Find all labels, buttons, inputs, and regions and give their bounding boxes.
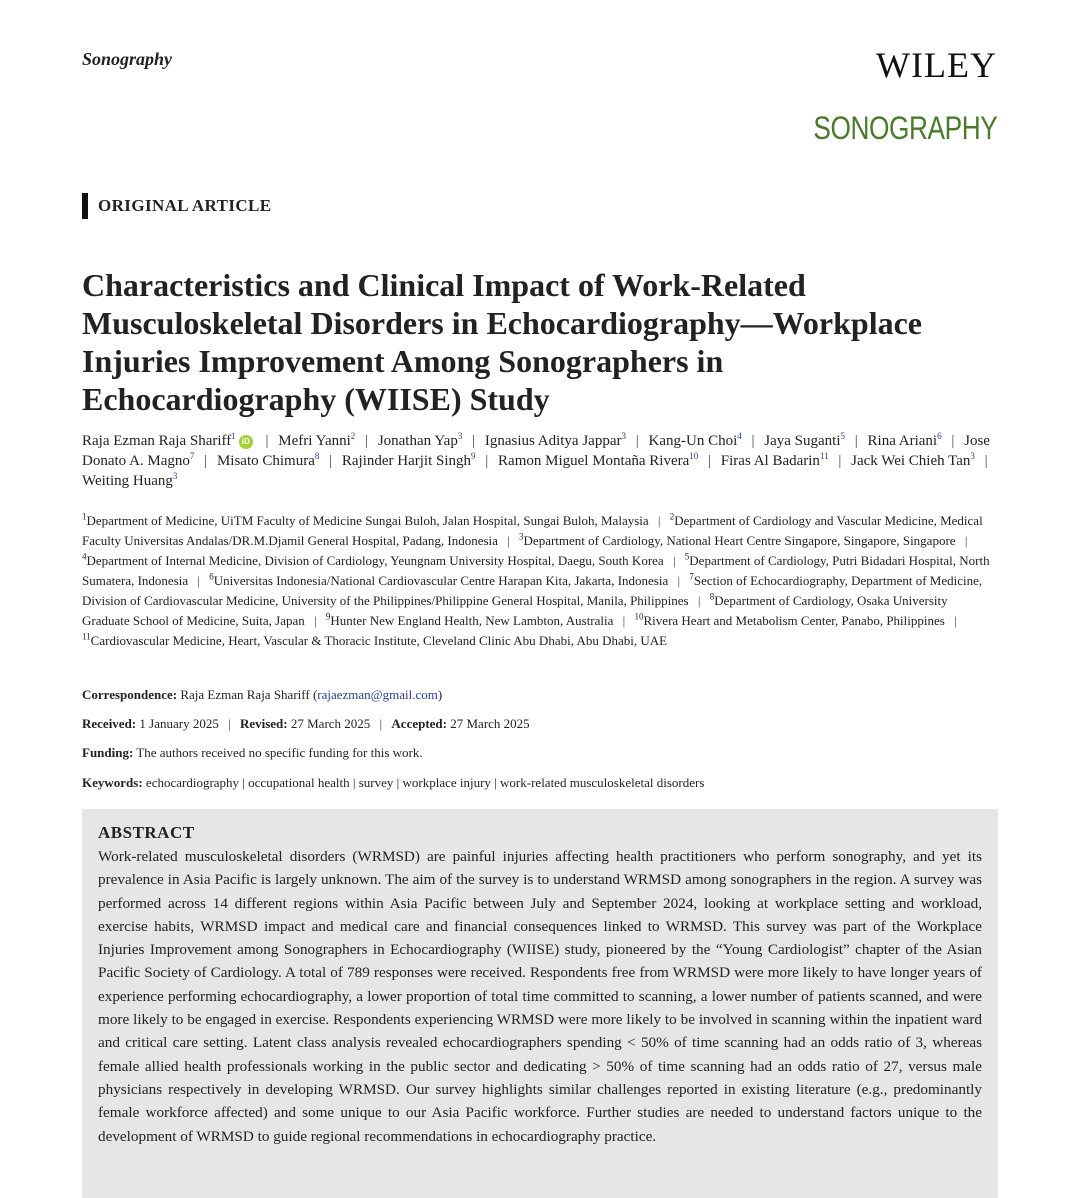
author-affiliation-number: 2 (350, 431, 356, 441)
affiliation-separator: | (964, 533, 968, 548)
abstract-heading: ABSTRACT (98, 823, 195, 842)
author[interactable] (217, 453, 319, 469)
keyword[interactable]: workplace injury (402, 775, 491, 790)
funding-text: The authors received no specific funding for this work. (136, 745, 423, 760)
author-affiliation-number: 3 (457, 431, 463, 441)
author-separator: | (472, 433, 476, 449)
affiliation (82, 513, 649, 528)
revised-label: Revised: (239, 716, 288, 731)
author-name[interactable]: Firas Al Badarin (720, 453, 820, 469)
author[interactable] (764, 433, 845, 449)
affiliation-separator: | (677, 573, 681, 588)
orcid-icon[interactable]: iD (239, 435, 253, 449)
author-name[interactable]: Jack Wei Chieh Tan (851, 453, 971, 469)
affiliation-text: Section of Echocardiography, Department of Medicine, Division of Cardiovascular Medicine, University of the Philippines/Philippine General Hospital, Manila, Philippines (82, 573, 983, 608)
affiliation-separator: | (507, 533, 510, 548)
article-type-label: ORIGINAL ARTICLE (98, 196, 272, 215)
affiliation-text: Department of Medicine, UiTM Faculty of Medicine Sungai Buloh, Jalan Hospital, Sungai Buloh, Malaysia (86, 513, 649, 528)
author-name[interactable]: Raja Ezman Raja Shariff (82, 433, 232, 449)
author-separator: | (204, 453, 208, 469)
article-type-bar (82, 193, 88, 219)
affiliation-separator: | (954, 613, 957, 628)
author[interactable] (868, 433, 942, 449)
keyword[interactable]: survey (358, 775, 394, 790)
affiliation-text: Hunter New England Health, New Lambton, Australia (330, 613, 614, 628)
article-type (82, 193, 272, 219)
keyword[interactable]: occupational health (248, 775, 350, 790)
correspondence-label: Correspondence: (82, 687, 178, 702)
author-name[interactable]: Mefri Yanni (278, 433, 351, 449)
affiliation-number: 6 (209, 571, 214, 582)
affiliation-separator: | (314, 613, 317, 628)
affiliation-text: Department of Cardiology, National Heart Centre Singapore, Singapore, Singapore (523, 533, 956, 548)
author-affiliation-number: 5 (840, 431, 846, 441)
author[interactable] (649, 433, 742, 449)
author-affiliation-number: 3 (621, 431, 626, 441)
author-name[interactable]: Rina Ariani (867, 433, 938, 449)
affiliation-number: 3 (519, 531, 524, 542)
affiliation (82, 553, 664, 568)
author-name[interactable]: Ignasius Aditya Jappar (484, 433, 622, 449)
author[interactable] (342, 453, 476, 469)
affiliation-text: Department of Cardiology, Putri Bidadari Hospital, North Sumatera, Indonesia (82, 553, 990, 588)
author-separator: | (708, 453, 712, 469)
publisher-logo: WILEY (876, 45, 997, 85)
keyword-separator: | (396, 775, 400, 790)
author-separator: | (984, 453, 988, 469)
keywords (82, 774, 997, 792)
keyword[interactable]: echocardiography (145, 775, 240, 790)
author-separator: | (635, 433, 639, 449)
author[interactable] (82, 473, 177, 489)
affiliation (82, 633, 667, 648)
date-separator: | (379, 716, 383, 731)
author-separator: | (951, 433, 955, 449)
correspondence-name: Raja Ezman Raja Shariff ( (180, 687, 318, 702)
author-affiliation-number: 8 (314, 451, 320, 461)
affiliation-text: Department of Cardiology, Osaka University Graduate School of Medicine, Suita, Japan (82, 593, 948, 628)
affiliation (635, 613, 945, 628)
author[interactable] (851, 453, 975, 469)
author-name[interactable]: Ramon Miguel Montaña Rivera (498, 453, 690, 469)
affiliation-number: 9 (325, 611, 331, 622)
author-affiliation-number: 11 (819, 451, 829, 461)
affiliation-number: 2 (669, 511, 675, 522)
affiliation-separator: | (657, 513, 661, 528)
keyword-separator: | (494, 775, 497, 790)
affiliation-text: Universitas Indonesia/National Cardiovascular Centre Harapan Kita, Jakarta, Indonesia (213, 573, 669, 588)
affiliation-separator: | (197, 573, 200, 588)
author[interactable] (485, 433, 626, 449)
author-name[interactable]: Rajinder Harjit Singh (341, 453, 472, 469)
affiliation (326, 613, 614, 628)
affiliation-number: 4 (82, 551, 87, 562)
author-name[interactable]: Weiting Huang (82, 473, 173, 489)
author-name[interactable]: Jonathan Yap (377, 433, 458, 449)
date-separator: | (228, 716, 231, 731)
affiliation-separator: | (672, 553, 676, 568)
author-affiliation-number: 10 (689, 451, 699, 461)
affiliation-separator: | (622, 613, 626, 628)
author-name[interactable]: Jaya Suganti (764, 433, 841, 449)
affiliation-text: Department of Cardiology and Vascular Medicine, Medical Faculty Universitas Andalas/DR.M.Djamil General Hospital, Padang, Indonesia (82, 513, 983, 548)
keyword[interactable]: work-related musculoskeletal disorders (500, 775, 705, 790)
article-dates (82, 715, 997, 733)
author-separator: | (838, 453, 842, 469)
author[interactable] (498, 453, 698, 469)
correspondence-email-link[interactable]: rajaezman@gmail.com (317, 687, 438, 702)
keyword-separator: | (352, 775, 356, 790)
affiliation (519, 533, 956, 548)
author-affiliation-number: 7 (189, 451, 195, 461)
affiliation-number: 1 (82, 511, 87, 522)
accepted-date: 27 March 2025 (450, 716, 530, 731)
affiliation-number: 5 (684, 551, 690, 562)
author-affiliation-number: 3 (172, 471, 178, 481)
author-affiliation-number: 3 (970, 451, 975, 461)
author-affiliation-number: 1 (231, 431, 236, 441)
funding (82, 744, 997, 762)
author-separator: | (329, 453, 333, 469)
author-separator: | (265, 433, 269, 449)
keyword-separator: | (242, 775, 245, 790)
journal-logo: SONOGRAPHY (813, 110, 997, 146)
correspondence (82, 686, 997, 704)
received-label: Received: (82, 716, 137, 731)
author-affiliation-number: 4 (737, 431, 742, 441)
author-separator: | (751, 433, 755, 449)
author[interactable] (721, 453, 829, 469)
author[interactable] (278, 433, 355, 449)
affiliation-number: 10 (634, 611, 644, 622)
author-name[interactable]: Jose Donato A. Magno (82, 433, 990, 469)
abstract-box (82, 809, 998, 1198)
affiliation-number: 11 (82, 631, 91, 642)
funding-label: Funding: (82, 745, 134, 760)
abstract-text: Work-related musculoskeletal disorders (WRMSD) are painful injuries affecting health practitioners who perform sonography, and yet its prevalence in Asia Pacific is largely unknown. The aim of the survey is to understand WRMSD among sonographers in the region. A survey was performed across 14 different regions within Asia Pacific between July and September 2024, looking at workplace setting and workload, exercise habits, WRMSD impact and medical care and financial consequences linked to WRMSD. This survey was part of the Workplace Injuries Improvement among Sonographers in Echocardiography (WIISE) study, pioneered by the “Young Cardiologist” chapter of the Asian Pacific Society of Cardiology. A total of 789 responses were received. Respondents free from WRMSD were more likely to have longer years of experience performing echocardiography, a lower proportion of total time committed to scanning, a lower number of patients scanned, and were more likely to be engaged in exercise. Respondents experiencing WRMSD were more likely to be involved in scanning within the inpatient ward and critical care setting. Latent class analysis revealed echocardiographers spending < 50% of time scanning had an odds ratio of 3, whereas female allied health professionals working in the public sector and dedicating > 50% of time scanning had an odds ratio of 27, versus male physicians respectively in developing WRMSD. Our survey highlights similar challenges reported in existing literature (e.g., predominantly female workforce affected) and some unique to our Asia Pacific workforce. Further studies are needed to understand factors unique to the development of WRMSD to guide regional recommendations in echocardiography practice. (98, 848, 982, 1145)
accepted-label: Accepted: (391, 716, 447, 731)
author-name[interactable]: Misato Chimura (216, 453, 315, 469)
article-title: Characteristics and Clinical Impact of Work-Related Musculoskeletal Disorders in Echocardiography—Workplace Injuries Improvement Among Sonographers in Echocardiography (WIISE) Study (82, 267, 922, 417)
affiliation-number: 7 (689, 571, 694, 582)
affiliation-number: 8 (709, 591, 715, 602)
affiliation (209, 573, 668, 588)
author-name[interactable]: Kang-Un Choi (648, 433, 738, 449)
author-affiliation-number: 9 (471, 451, 476, 461)
keywords-label: Keywords: (82, 775, 143, 790)
affiliation-text: Rivera Heart and Metabolism Center, Panabo, Philippines (643, 613, 945, 628)
author-separator: | (365, 433, 369, 449)
revised-date: 27 March 2025 (290, 716, 371, 731)
journal-name: Sonography (82, 49, 173, 69)
affiliation-text: Department of Internal Medicine, Division of Cardiology, Yeungnam University Hospital, Daegu, South Korea (86, 553, 664, 568)
affiliation-separator: | (697, 593, 701, 608)
author-affiliation-number: 6 (937, 431, 942, 441)
affiliation-text: Cardiovascular Medicine, Heart, Vascular & Thoracic Institute, Cleveland Clinic Abu Dhabi, Abu Dhabi, UAE (90, 633, 668, 648)
author-list (82, 431, 997, 491)
received-date: 1 January 2025 (139, 716, 219, 731)
correspondence-close: ) (437, 687, 443, 702)
author-separator: | (854, 433, 858, 449)
author[interactable] (82, 433, 256, 449)
affiliations (82, 511, 997, 651)
author-separator: | (485, 453, 489, 469)
author[interactable] (378, 433, 463, 449)
